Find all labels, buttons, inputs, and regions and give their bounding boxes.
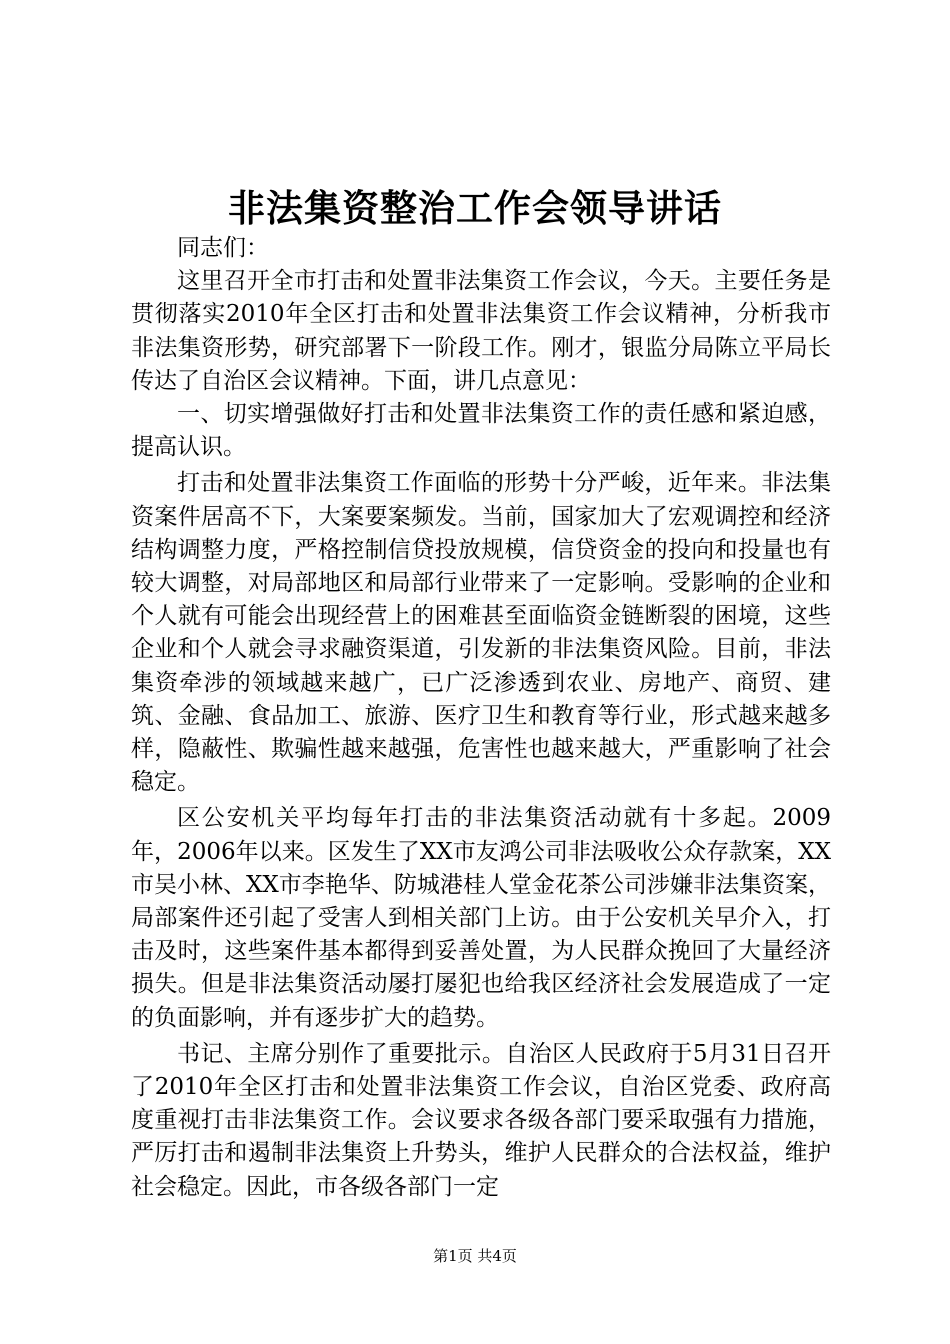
- salutation: 同志们：: [177, 235, 269, 261]
- document-body: [131, 232, 831, 1204]
- page-number-footer: 第1页 共4页: [433, 1247, 517, 1265]
- paragraph-4: 区公安机关平均每年打击的非法集资活动就有十多起。2009年，2006年以来。区发生了XX市友鸿公司非法吸收公众存款案，XX市吴小林、XX市李艳华、防城港桂人堂金花茶公司涉嫌非法集资案，局部案件还引起了受害人到相关部门上访。由于公安机关早介入，打击及时，这些案件基本都得到妥善处置，为人民群众挽回了大量经济损失。但是非法集资活动屡打屡犯也给我区经济社会发展造成了一定的负面影响，并有逐步扩大的趋势。: [131, 805, 831, 1031]
- paragraph-5: 书记、主席分别作了重要批示。自治区人民政府于5月31日召开了2010年全区打击和处置非法集资工作会议，自治区党委、政府高度重视打击非法集资工作。会议要求各级各部门要采取强有力措施，严厉打击和遏制非法集资上升势头，维护人民群众的合法权益，维护社会稳定。因此，市各级各部门一定: [131, 1040, 831, 1200]
- document-title: 非法集资整治工作会领导讲话: [228, 186, 722, 230]
- paragraph-1: 这里召开全市打击和处置非法集资工作会议，今天。主要任务是贯彻落实2010年全区打击和处置非法集资工作会议精神，分析我市非法集资形势，研究部署下一阶段工作。刚才，银监分局陈立平局长传达了自治区会议精神。下面，讲几点意见：: [131, 268, 831, 394]
- paragraph-2: 一、切实增强做好打击和处置非法集资工作的责任感和紧迫感，提高认识。: [131, 401, 831, 461]
- paragraph-3: 打击和处置非法集资工作面临的形势十分严峻，近年来。非法集资案件居高不下，大案要案频发。当前，国家加大了宏观调控和经济结构调整力度，严格控制信贷投放规模，信贷资金的投向和投量也有较大调整，对局部地区和局部行业带来了一定影响。受影响的企业和个人就有可能会出现经营上的困难甚至面临资金链断裂的困境，这些企业和个人就会寻求融资渠道，引发新的非法集资风险。目前，非法集资牵涉的领域越来越广，已广泛渗透到农业、房地产、商贸、建筑、金融、食品加工、旅游、医疗卫生和教育等行业，形式越来越多样，隐蔽性、欺骗性越来越强，危害性也越来越大，严重影响了社会稳定。: [131, 470, 831, 796]
